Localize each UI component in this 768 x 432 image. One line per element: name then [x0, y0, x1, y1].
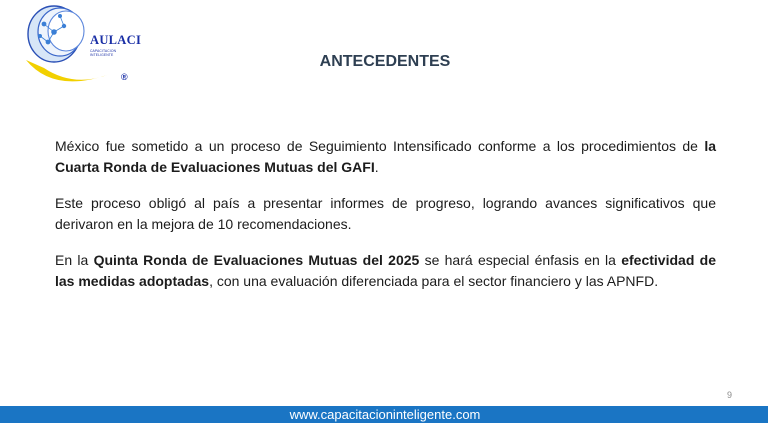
slide-title-container — [0, 53, 768, 71]
p3-bold-b: efectividad de las medidas adoptadas — [55, 252, 716, 289]
slide-body — [55, 136, 716, 307]
slide-title: ANTECEDENTES — [319, 53, 451, 70]
registered-mark: ® — [121, 72, 128, 82]
p2-text: Este proceso obligó al país a presentar informes de progreso, logrando avances significativos que derivaron en la mejora de 10 recomendaciones. — [55, 195, 716, 232]
paragraph-1 — [55, 136, 716, 178]
aulaci-logo — [14, 2, 142, 90]
p3-text-a: En la — [55, 252, 94, 268]
paragraph-3 — [55, 250, 716, 292]
logo-name: AULACI — [90, 33, 142, 47]
p3-bold-a: Quinta Ronda de Evaluaciones Mutuas del 2025 — [93, 252, 420, 268]
p1-text: México fue sometido a un proceso de Seguimiento Intensificado conforme a los procedimientos de — [55, 138, 705, 154]
logo-tagline: CAPACITACION INTELIGENTE — [90, 49, 117, 57]
p1-bold: la Cuarta Ronda de Evaluaciones Mutuas del GAFI — [55, 138, 716, 175]
footer — [0, 406, 768, 423]
p3-text-b: se hará especial énfasis en la — [419, 252, 622, 268]
footer-url[interactable]: www.capacitacioninteligente.com — [289, 407, 481, 422]
page-number: 9 — [726, 390, 732, 400]
p3-text-c: , con una evaluación diferenciada para el sector financiero y las APNFD. — [209, 273, 659, 289]
p1-end: . — [374, 159, 379, 175]
paragraph-2 — [55, 193, 716, 235]
